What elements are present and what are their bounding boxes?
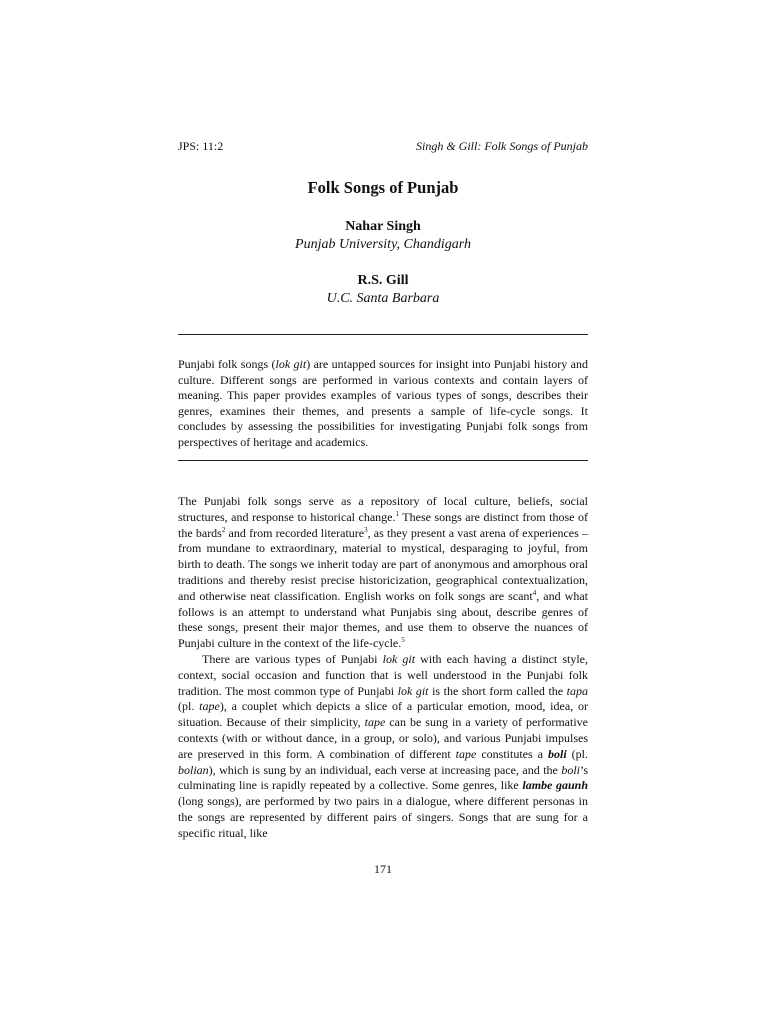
page-number: 171 <box>374 862 392 876</box>
term-italic: tape <box>199 699 220 714</box>
term-italic: bolian <box>178 762 209 777</box>
abstract-bottom-rule <box>178 460 588 461</box>
footnote-ref[interactable]: 2 <box>221 525 226 534</box>
author-name: Nahar Singh <box>345 219 421 234</box>
author-affiliation: U.C. Santa Barbara <box>326 291 440 306</box>
term-bold-italic: boli <box>547 746 567 761</box>
footnote-ref[interactable]: 1 <box>395 509 399 518</box>
term-italic: lok git <box>382 651 416 666</box>
author-affiliation: Punjab University, Chandigarh <box>295 237 471 252</box>
term-bold-italic: lambe gaunh <box>522 778 589 793</box>
term-italic: tape <box>455 746 477 761</box>
term-italic: lok git <box>397 683 429 698</box>
journal-reference: JPS: 11:2 <box>178 139 224 153</box>
footnote-ref[interactable]: 5 <box>401 636 405 645</box>
abstract-top-rule <box>178 334 588 335</box>
author-block-1 <box>178 218 588 254</box>
term-italic: tape <box>364 715 386 730</box>
article-title: Folk Songs of Punjab <box>307 178 459 197</box>
paragraph-1: The Punjabi folk songs serve as a repository of local culture, beliefs, social structures, and response to historical change.$^1$ These songs are distinct from those of the bards$^2$ and from recorded literature$^3$, as they present a vast arena of experiences – from mundane to extraordinary, material to mystical, desparaging to joyful, from birth to death. The songs we inherit today are part of anonymous and amorphous oral traditions and thereby resist precise historicization, geographical contextualization, and otherwise neat classification. English works on folk songs are scant$^4$, and what follows is an attempt to understand what Punjabis sing about, describe genres of these songs, present their major themes, and use them to observe the nuances of Punjabi culture in the context of the life-cycle.$^5$ <box>178 494 589 651</box>
author-name: R.S. Gill <box>357 273 409 288</box>
term-italic: boli <box>561 762 580 777</box>
footnote-ref[interactable]: 3 <box>364 525 368 534</box>
abstract: Punjabi folk songs (lok git) are untapped sources for insight into Punjabi history and culture. Different songs are performed in various contexts and contain layers of meaning. This paper provides examples of various types of songs, describes their genres, examines their themes, and presents a sample of life-cycle songs. It concludes by assessing the possibilities for investigating Punjabi folk songs from perspectives of heritage and academics. <box>178 357 588 449</box>
term-italic: tapa <box>566 683 589 698</box>
running-title: Singh & Gill: Folk Songs of Punjab <box>416 139 588 153</box>
author-block-2 <box>178 272 588 308</box>
term-lok-git: lok git <box>275 357 307 371</box>
body-text <box>178 494 588 842</box>
paragraph-2: There are various types of Punjabi lok git with each having a distinct style, context, social occasion and function that is well understood in the Punjabi folk tradition. The most common type of Punjabi lok git is the short form called the tapa (pl. tape), a couplet which depicts a slice of a particular emotion, mood, idea, or situation. Because of their simplicity, tape can be sung in a variety of performative contexts (with or without dance, in a group, or solo), and various Punjabi impulses are preserved in this form. A combination of different tape constitutes a boli (pl. bolian), which is sung by an individual, each verse at increasing pace, and the boli’s culminating line is rapidly repeated by a collective. Some genres, like lambe gaunh (long songs), are performed by two pairs in a dialogue, where different personas in the songs are represented by different pairs of singers. Songs that are sung for a specific ritual, like <box>178 651 589 840</box>
footnote-ref[interactable]: 4 <box>532 588 537 597</box>
